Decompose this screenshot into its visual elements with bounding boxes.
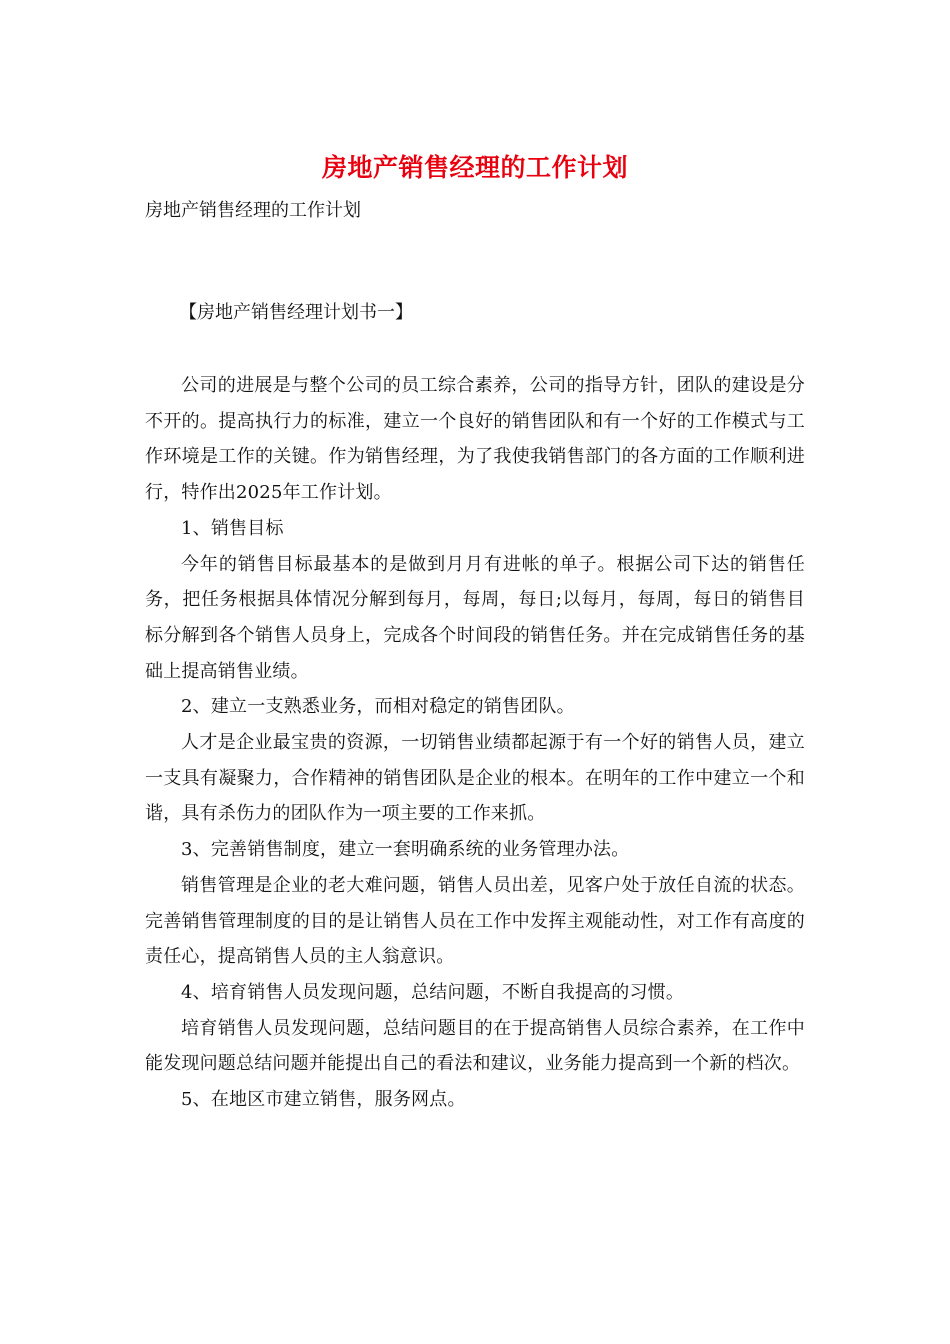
item-heading-sales-system: 3、完善销售制度，建立一套明确系统的业务管理办法。 xyxy=(181,839,630,861)
item-heading-staff-habits: 4、培育销售人员发现问题，总结问题，不断自我提高的习惯。 xyxy=(181,981,685,1003)
section-heading: 【房地产销售经理计划书一】 xyxy=(179,302,413,323)
paragraph-sales-target: 今年的销售目标最基本的是做到月月有进帐的单子。根据公司下达的销售任务，把任务根据具体情况分解到每月，每周，每日;以每月，每周，每日的销售目标分解到各个销售人员身上，完成各个时间段的销售任务。并在完成销售任务的基础上提高销售业绩。 xyxy=(145,553,805,682)
item-heading-service-network: 5、在地区市建立销售，服务网点。 xyxy=(181,1089,466,1111)
item-heading-sales-team: 2、建立一支熟悉业务，而相对稳定的销售团队。 xyxy=(181,696,575,718)
paragraph-sales-system: 销售管理是企业的老大难问题，销售人员出差，见客户处于放任自流的状态。完善销售管理制度的目的是让销售人员在工作中发挥主观能动性，对工作有高度的责任心，提高销售人员的主人翁意识。 xyxy=(145,874,805,968)
paragraph-sales-team: 人才是企业最宝贵的资源，一切销售业绩都起源于有一个好的销售人员，建立一支具有凝聚力，合作精神的销售团队是企业的根本。在明年的工作中建立一个和谐，具有杀伤力的团队作为一项主要的工作来抓。 xyxy=(145,732,805,825)
document-subtitle: 房地产销售经理的工作计划 xyxy=(145,200,361,221)
intro-paragraph: 公司的进展是与整个公司的员工综合素养，公司的指导方针，团队的建设是分不开的。提高执行力的标准，建立一个良好的销售团队和有一个好的工作模式与工作环境是工作的关键。作为销售经理，为了我使我销售部门的各方面的工作顺利进行，特作出2025年工作计划。 xyxy=(145,375,805,504)
item-heading-sales-target: 1、销售目标 xyxy=(181,517,284,539)
paragraph-staff-habits: 培育销售人员发现问题，总结问题目的在于提高销售人员综合素养，在工作中能发现问题总结问题并能提出自己的看法和建议，业务能力提高到一个新的档次。 xyxy=(145,1017,805,1075)
page-title: 房地产销售经理的工作计划 xyxy=(321,153,628,182)
document-body xyxy=(145,368,805,1118)
